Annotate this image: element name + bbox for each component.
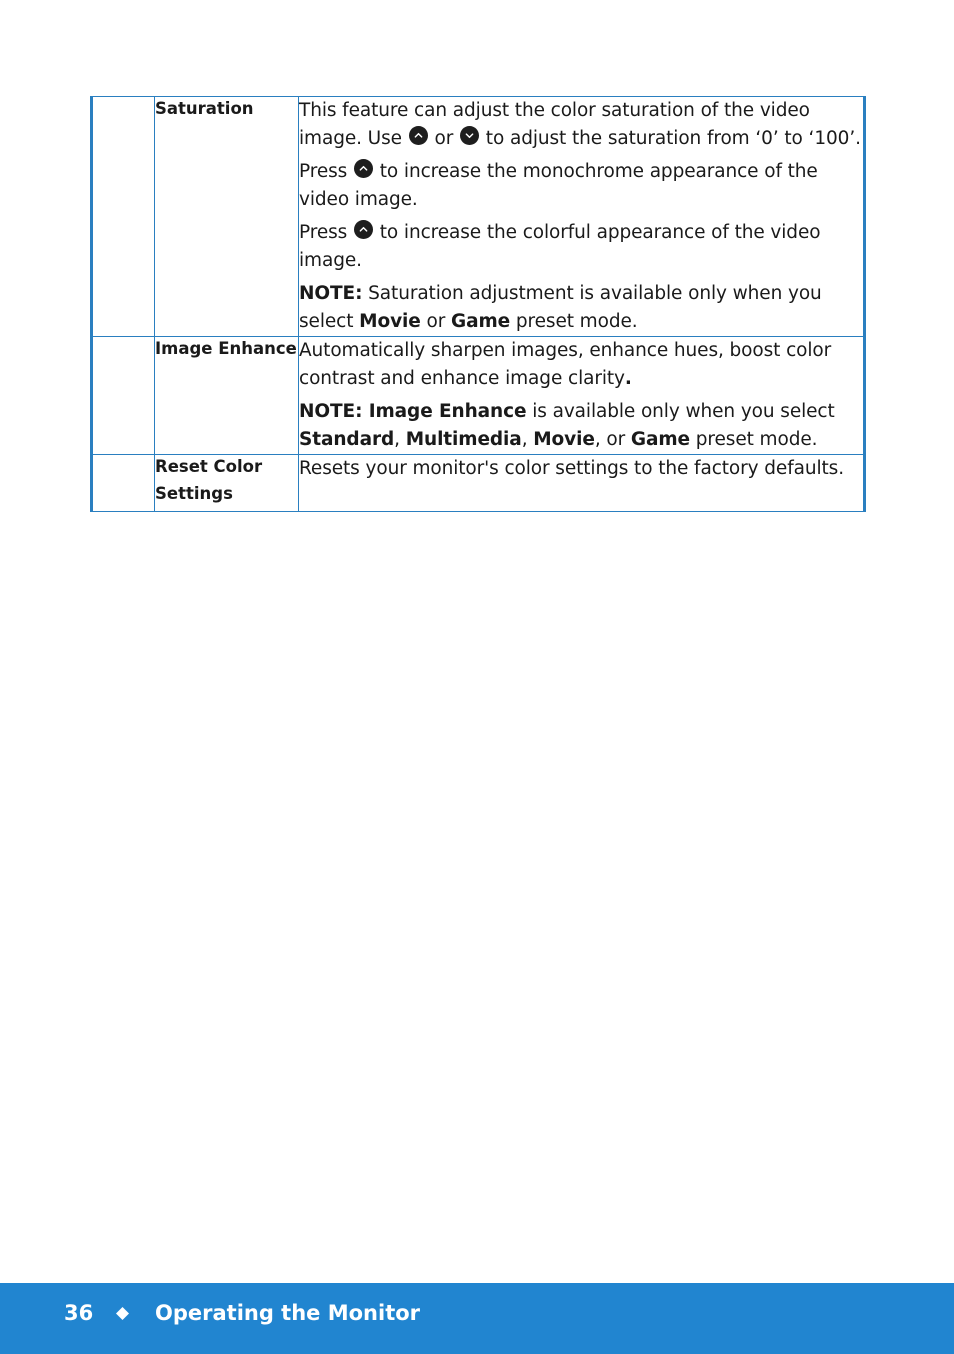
page-number: 36 bbox=[64, 1301, 94, 1325]
preset-game: Game bbox=[630, 429, 690, 450]
preset-movie: Movie bbox=[533, 429, 595, 450]
up-arrow-button-icon bbox=[354, 159, 373, 178]
down-arrow-button-icon bbox=[460, 126, 479, 145]
setting-description-cell bbox=[299, 337, 865, 455]
blank-cell bbox=[92, 455, 155, 512]
diamond-icon bbox=[116, 1307, 129, 1320]
table-row-image-enhance bbox=[92, 337, 865, 455]
image-enhance-note bbox=[299, 398, 863, 454]
section-title: Operating the Monitor bbox=[155, 1301, 421, 1325]
preset-multimedia: Multimedia bbox=[405, 429, 522, 450]
blank-cell bbox=[92, 97, 155, 337]
preset-movie: Movie bbox=[359, 311, 421, 332]
osd-settings-table bbox=[90, 96, 866, 512]
preset-standard: Standard bbox=[299, 429, 395, 450]
saturation-desc-paragraph-3 bbox=[299, 219, 863, 275]
setting-name-cell bbox=[155, 97, 299, 337]
text-span: or bbox=[428, 128, 460, 149]
saturation-note bbox=[299, 280, 863, 336]
text-span: Press bbox=[299, 222, 353, 243]
text-span: , bbox=[521, 429, 534, 450]
preset-game: Game bbox=[451, 311, 511, 332]
table-row-saturation bbox=[92, 97, 865, 337]
table-row-reset-color-settings bbox=[92, 455, 865, 512]
image-enhance-desc-paragraph-1 bbox=[299, 337, 863, 393]
text-span: Press bbox=[299, 161, 353, 182]
up-arrow-button-icon bbox=[354, 220, 373, 239]
text-span: preset mode. bbox=[510, 311, 638, 332]
setting-name-line-2: Settings bbox=[155, 484, 233, 503]
text-span: Saturation adjustment is available only when you select bbox=[299, 283, 822, 332]
setting-name-cell bbox=[155, 337, 299, 455]
reset-color-desc: Resets your monitor's color settings to the factory defaults. bbox=[299, 458, 844, 479]
page-footer bbox=[0, 1283, 954, 1354]
text-span: This feature can adjust the color saturation of the video image. Use bbox=[299, 100, 810, 149]
up-arrow-button-icon bbox=[409, 126, 428, 145]
saturation-desc-paragraph-1 bbox=[299, 97, 863, 153]
text-span: , or bbox=[594, 429, 631, 450]
setting-name: Saturation bbox=[155, 99, 254, 118]
text-span: or bbox=[420, 311, 452, 332]
text-span: to adjust the saturation from ‘0’ to ‘100’. bbox=[480, 128, 861, 149]
setting-name bbox=[155, 453, 298, 507]
blank-cell bbox=[92, 337, 155, 455]
text-span: is available only when you select bbox=[526, 401, 835, 422]
setting-description-cell bbox=[299, 97, 865, 337]
setting-name: Image Enhance bbox=[155, 339, 297, 358]
text-span: . bbox=[624, 368, 632, 389]
setting-name-cell bbox=[155, 455, 299, 512]
text-span: to increase the colorful appearance of the video image. bbox=[299, 222, 821, 271]
note-label: NOTE: bbox=[299, 283, 363, 304]
setting-description-cell bbox=[299, 455, 865, 512]
text-span: , bbox=[394, 429, 406, 450]
saturation-desc-paragraph-2 bbox=[299, 158, 863, 214]
setting-name-line-1: Reset Color bbox=[155, 457, 263, 476]
text-span: to increase the monochrome appearance of the video image. bbox=[299, 161, 818, 210]
text-span: preset mode. bbox=[690, 429, 818, 450]
note-label: NOTE: Image Enhance bbox=[299, 401, 527, 422]
text-span: Automatically sharpen images, enhance hues, boost color contrast and enhance image clarity bbox=[299, 340, 832, 389]
